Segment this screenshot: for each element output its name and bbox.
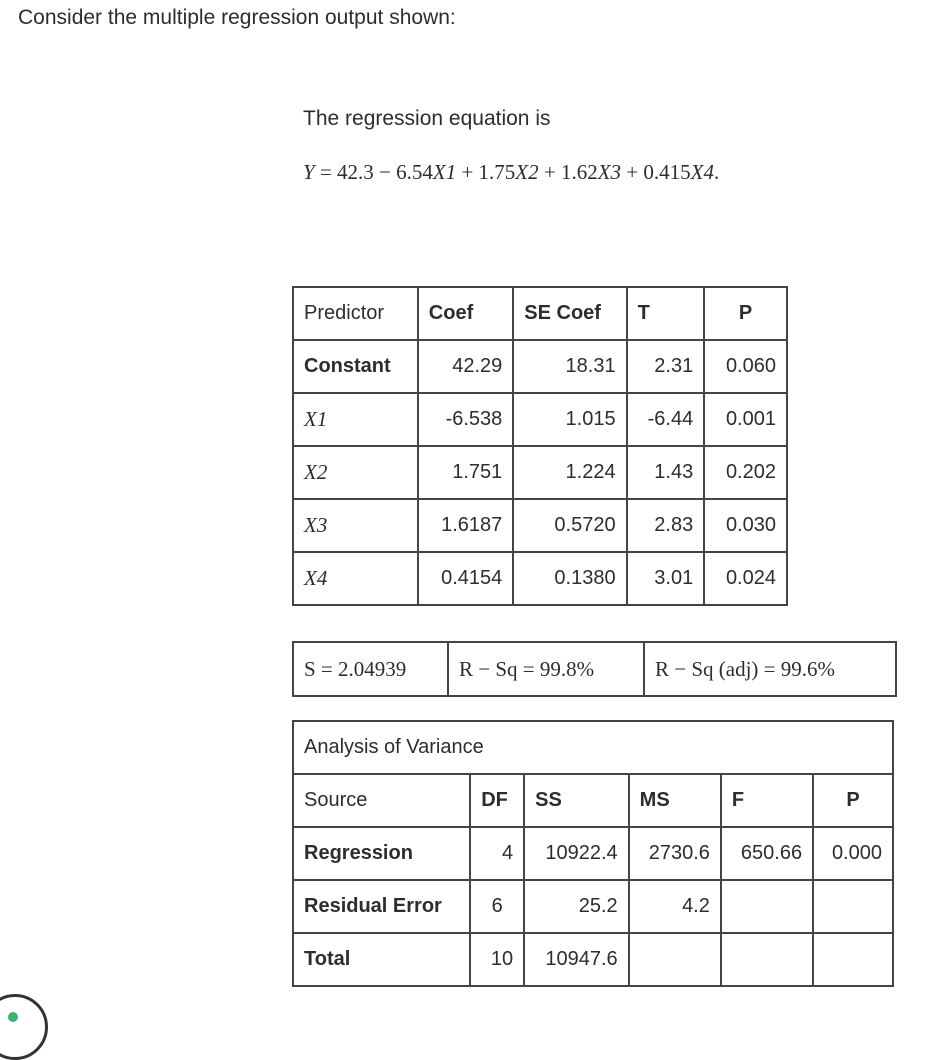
table-row — [293, 642, 896, 696]
p-cell: 0.030 — [704, 499, 787, 552]
header-cell: Predictor — [293, 287, 418, 340]
equation-sign: + — [626, 160, 639, 184]
header-cell: Coef — [418, 287, 514, 340]
equation-var: X2 — [515, 160, 539, 184]
f-cell — [721, 933, 813, 986]
coef-cell: 0.4154 — [418, 552, 514, 605]
header-cell: Source — [293, 774, 470, 827]
df-cell: 4 — [470, 827, 524, 880]
equation-sign: − — [379, 160, 391, 184]
r-squared-adjusted: R − Sq (adj) = 99.6% — [644, 642, 896, 696]
p-cell: 0.001 — [704, 393, 787, 446]
t-cell: 3.01 — [627, 552, 705, 605]
coef-cell: 1.6187 — [418, 499, 514, 552]
p-cell — [813, 880, 893, 933]
se-coef-cell: 0.1380 — [513, 552, 626, 605]
header-cell: MS — [629, 774, 721, 827]
table-header-row — [293, 287, 787, 340]
assistant-avatar-icon[interactable] — [0, 994, 48, 1060]
se-coef-cell: 0.5720 — [513, 499, 626, 552]
df-cell: 10 — [470, 933, 524, 986]
header-cell: P — [704, 287, 787, 340]
t-cell: 1.43 — [627, 446, 705, 499]
s-statistic: S = 2.04939 — [293, 642, 448, 696]
source-cell: Total — [293, 933, 470, 986]
anova-title-row — [293, 721, 893, 774]
equation-coef: 0.415 — [643, 160, 691, 184]
f-cell: 650.66 — [721, 827, 813, 880]
status-dot-icon — [8, 1012, 18, 1022]
df-cell: 6 — [470, 880, 524, 933]
equation-var: X4 — [690, 160, 714, 184]
table-row — [293, 552, 787, 605]
source-cell: Residual Error — [293, 880, 470, 933]
predictor-cell: X3 — [293, 499, 418, 552]
coef-cell: -6.538 — [418, 393, 514, 446]
p-cell: 0.202 — [704, 446, 787, 499]
equation-sign: + — [543, 160, 556, 184]
p-cell: 0.060 — [704, 340, 787, 393]
ss-cell: 10922.4 — [524, 827, 629, 880]
predictor-cell: X4 — [293, 552, 418, 605]
source-cell: Regression — [293, 827, 470, 880]
se-coef-cell: 1.224 — [513, 446, 626, 499]
t-cell: 2.31 — [627, 340, 705, 393]
coef-cell: 42.29 — [418, 340, 514, 393]
equation-coef: 1.75 — [478, 160, 516, 184]
table-row — [293, 393, 787, 446]
table-row — [293, 340, 787, 393]
ss-cell: 25.2 — [524, 880, 629, 933]
ms-cell: 4.2 — [629, 880, 721, 933]
equation-var: X3 — [597, 160, 622, 184]
t-cell: -6.44 — [627, 393, 705, 446]
predictor-cell: Constant — [293, 340, 418, 393]
ms-cell — [629, 933, 721, 986]
coefficient-table — [292, 286, 788, 606]
predictor-cell: X1 — [293, 393, 418, 446]
header-cell: T — [627, 287, 705, 340]
ms-cell: 2730.6 — [629, 827, 721, 880]
header-cell: SS — [524, 774, 629, 827]
table-header-row — [293, 774, 893, 827]
ss-cell: 10947.6 — [524, 933, 629, 986]
p-cell: 0.000 — [813, 827, 893, 880]
equation-coef: 6.54 — [396, 160, 433, 184]
fit-statistics-table — [292, 641, 897, 697]
equation-intercept: 42.3 — [337, 160, 374, 184]
se-coef-cell: 1.015 — [513, 393, 626, 446]
anova-table — [292, 720, 894, 987]
equation-var: X1 — [432, 160, 457, 184]
f-cell — [721, 880, 813, 933]
table-row — [293, 880, 893, 933]
equation-intro: The regression equation is — [303, 107, 551, 130]
header-cell: DF — [470, 774, 524, 827]
table-row — [293, 446, 787, 499]
se-coef-cell: 18.31 — [513, 340, 626, 393]
coef-cell: 1.751 — [418, 446, 514, 499]
table-row — [293, 827, 893, 880]
header-cell: F — [721, 774, 813, 827]
question-prompt: Consider the multiple regression output shown: — [18, 6, 456, 29]
header-cell: SE Coef — [513, 287, 626, 340]
regression-equation: Y = 42.3 − 6.54X1 + 1.75X2 + 1.62X3 + 0.415X4. — [303, 160, 720, 184]
t-cell: 2.83 — [627, 499, 705, 552]
table-row — [293, 499, 787, 552]
table-row — [293, 933, 893, 986]
p-cell: 0.024 — [704, 552, 787, 605]
anova-title: Analysis of Variance — [293, 721, 893, 774]
equation-sign: + — [461, 160, 474, 184]
header-cell: P — [813, 774, 893, 827]
equation-y: Y — [303, 160, 315, 184]
r-squared: R − Sq = 99.8% — [448, 642, 644, 696]
predictor-cell: X2 — [293, 446, 418, 499]
equation-coef: 1.62 — [560, 160, 598, 184]
p-cell — [813, 933, 893, 986]
